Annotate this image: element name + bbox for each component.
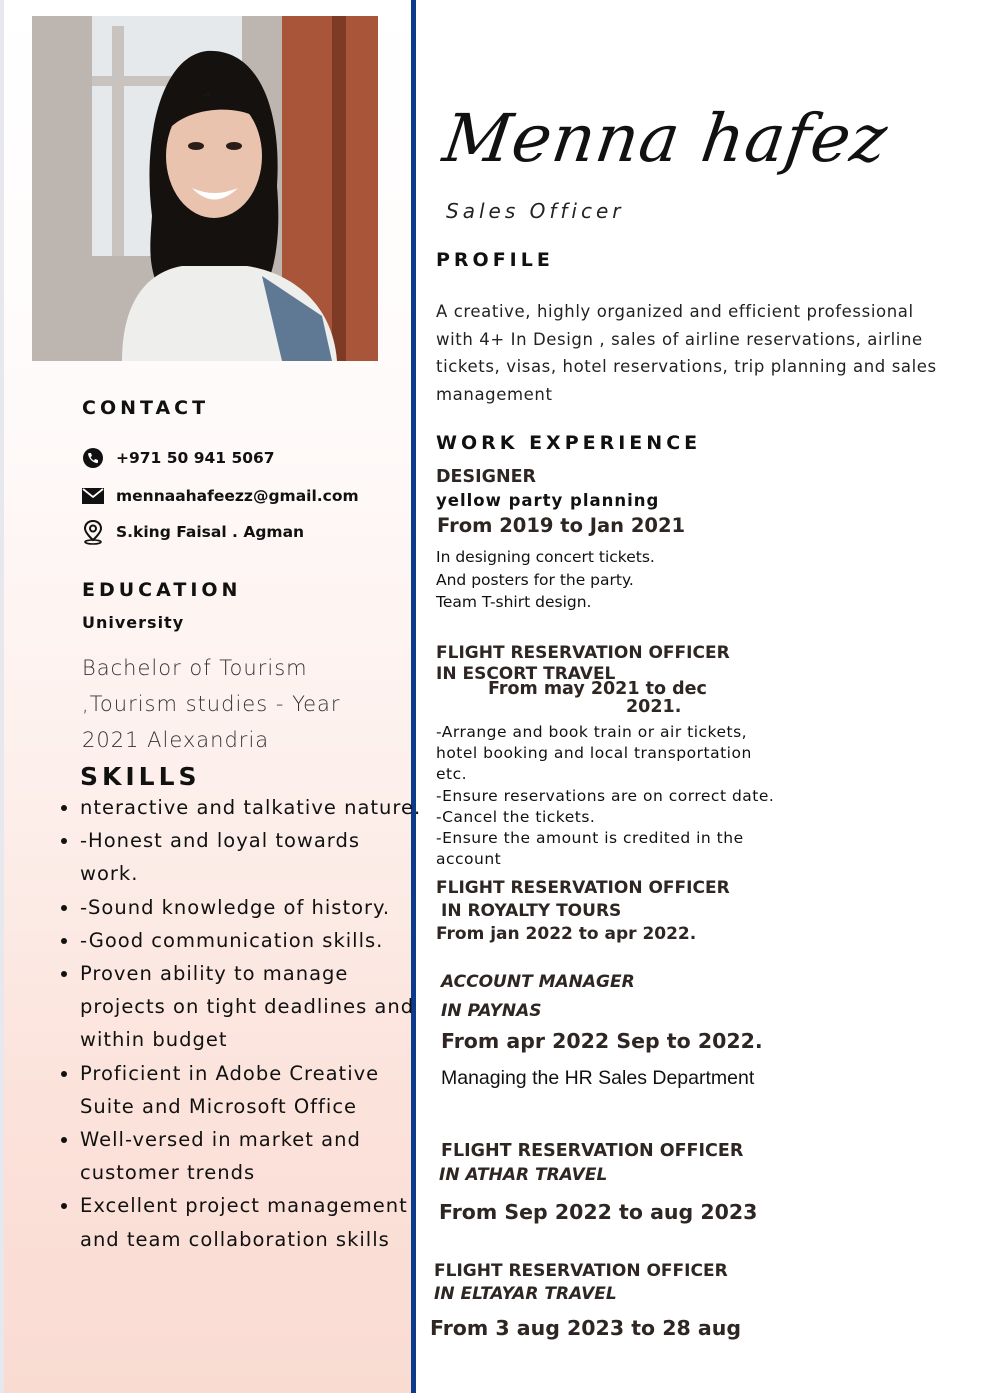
skill-item: • -Good communication skills. <box>80 924 425 957</box>
job-desc-line: etc. <box>436 765 468 784</box>
contact-heading: CONTACT <box>82 397 210 419</box>
skill-item: • nteractive and talkative nature. <box>80 791 425 824</box>
job-company: IN ESCORT TRAVEL <box>436 664 616 684</box>
mail-icon <box>81 484 105 508</box>
job-period: From 2019 to Jan 2021 <box>437 514 686 537</box>
job-desc-line: hotel booking and local transportation <box>436 744 752 763</box>
address-text: S.king Faisal . Agman <box>116 523 305 541</box>
contact-phone-row <box>81 446 275 470</box>
job-company: yellow party planning <box>436 491 660 510</box>
education-details <box>82 650 341 758</box>
profile-text: A creative, highly organized and efficient professional with 4+ In Design , sales of airline reservations, airline tickets, visas, hotel reservations, trip planning and sales management <box>436 302 937 405</box>
job-title: Sales Officer <box>446 199 625 223</box>
skills-list <box>58 791 425 1256</box>
job-desc-line: account <box>436 850 502 869</box>
job-description <box>436 722 774 870</box>
skill-item: • Proficient in Adobe Creative Suite and Microsoft Office <box>80 1057 425 1123</box>
job-desc-line: -Ensure reservations are on correct date. <box>436 786 775 805</box>
job-company: IN PAYNAS <box>441 1001 542 1021</box>
education-school: University <box>82 613 185 632</box>
left-edge-strip <box>0 0 4 1393</box>
job-role: ACCOUNT MANAGER <box>441 972 635 992</box>
location-pin-icon <box>81 520 105 544</box>
job-desc-line: -Cancel the tickets. <box>436 807 596 826</box>
skill-item: • -Honest and loyal towards work. <box>80 824 425 890</box>
skills-heading: SKILLS <box>80 762 201 791</box>
phone-icon <box>81 446 105 470</box>
phone-number[interactable]: +971 50 941 5067 <box>116 449 275 467</box>
job-company: IN ELTAYAR TRAVEL <box>434 1284 617 1304</box>
job-period: From jan 2022 to apr 2022. <box>436 924 697 944</box>
job-desc-line: -Arrange and book train or air tickets, <box>436 723 748 741</box>
job-desc-line: In designing concert tickets. <box>436 548 655 566</box>
job-company: IN ATHAR TRAVEL <box>439 1165 608 1185</box>
education-line: ,Tourism studies - Year <box>82 692 341 716</box>
job-desc-line: And posters for the party. <box>436 570 634 589</box>
job-desc-line: Team T-shirt design. <box>436 593 592 611</box>
job-period-end: 2021. <box>626 697 682 717</box>
job-role: FLIGHT RESERVATION OFFICER <box>436 878 730 898</box>
skill-item: • Proven ability to manage projects on tight deadlines and within budget <box>80 957 425 1057</box>
skill-item: • Excellent project management and team collaboration skills <box>80 1189 425 1255</box>
job-role: FLIGHT RESERVATION OFFICER <box>436 643 730 663</box>
contact-address-row <box>81 520 304 544</box>
job-period: From 3 aug 2023 to 28 aug <box>430 1316 742 1340</box>
job-period: From may 2021 to dec <box>488 679 707 699</box>
email-address[interactable]: mennaahafeezz@gmail.com <box>116 487 359 505</box>
contact-email-row <box>81 484 359 508</box>
job-period: From apr 2022 Sep to 2022. <box>441 1029 763 1053</box>
education-heading: EDUCATION <box>82 579 242 601</box>
education-line: Bachelor of Tourism <box>82 656 308 680</box>
job-role: FLIGHT RESERVATION OFFICER <box>441 1141 744 1161</box>
job-company: IN ROYALTY TOURS <box>441 901 622 921</box>
job-period: From Sep 2022 to aug 2023 <box>439 1200 758 1224</box>
job-desc-line: -Ensure the amount is credited in the <box>436 829 744 848</box>
work-experience-heading: WORK EXPERIENCE <box>436 432 702 454</box>
education-line: 2021 Alexandria <box>82 728 270 752</box>
job-role: FLIGHT RESERVATION OFFICER <box>434 1261 728 1281</box>
profile-photo <box>32 16 378 361</box>
skill-item: • Well-versed in market and customer trends <box>80 1123 425 1189</box>
skill-item: • -Sound knowledge of history. <box>80 891 425 924</box>
job-note: Managing the HR Sales Department <box>441 1067 755 1089</box>
portrait-illustration <box>32 16 378 361</box>
profile-heading: PROFILE <box>436 249 554 271</box>
job-description <box>436 546 655 614</box>
name-signature: Menna hafez <box>438 100 893 177</box>
job-role: DESIGNER <box>436 467 537 487</box>
